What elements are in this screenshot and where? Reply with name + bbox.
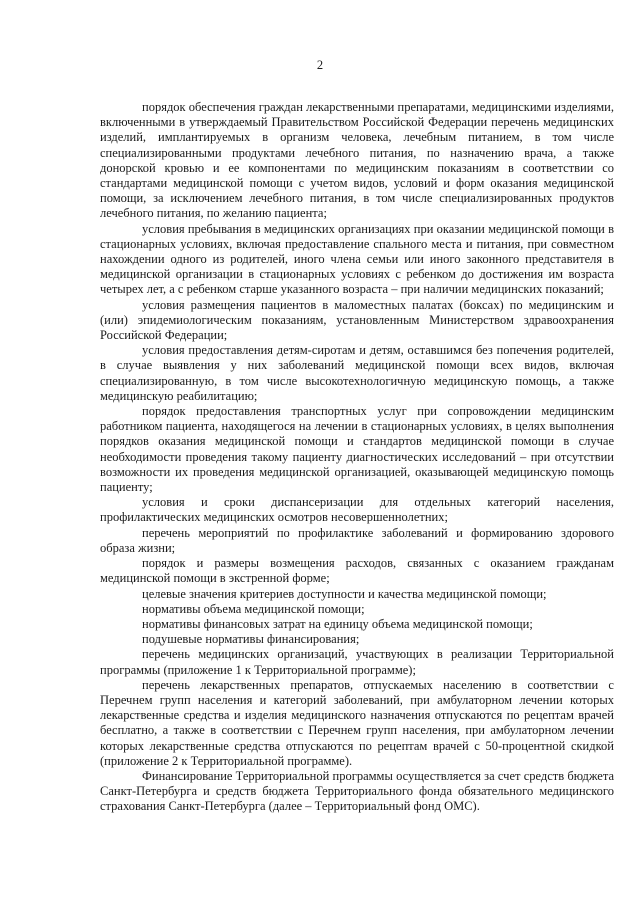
paragraph-orphans-care: условия предоставления детям-сиротам и детям, оставшимся без попечения родителей, в случае выявления у них заболеваний медицинской помощи всех видов, включая специализированную, в том числе высокотехнологичную медицинскую помощь, а также медицинскую реабилитацию; (100, 343, 614, 403)
document-body (100, 100, 614, 815)
paragraph-reimbursement: порядок и размеры возмещения расходов, связанных с оказанием гражданам медицинской помощи в экстренной форме; (100, 556, 614, 586)
paragraph-dispensarization: условия и сроки диспансеризации для отдельных категорий населения, профилактических медицинских осмотров несовершеннолетних; (100, 495, 614, 525)
paragraph-drug-provision: порядок обеспечения граждан лекарственными препаратами, медицинскими изделиями, включенными в утверждаемый Правительством Российской Федерации перечень медицинских изделий, имплантируемых в организм человека, лечебным питанием, в том числе специализированными продуктами лечебного питания, по назначению врача, а также донорской кровью и ее компонентами по медицинским показаниям в соответствии со стандартами медицинской помощи с учетом видов, условий и форм оказания медицинской помощи, за исключением лечебного питания, в том числе специализированных продуктов лечебного питания, по желанию пациента; (100, 100, 614, 221)
paragraph-small-wards: условия размещения пациентов в маломестных палатах (боксах) по медицинским и (или) эпидемиологическим показаниям, установленным Министерством здравоохранения Российской Федерации; (100, 297, 614, 343)
paragraph-volume-norms: нормативы объема медицинской помощи; (142, 601, 365, 616)
paragraph-transport-services: порядок предоставления транспортных услуг при сопровождении медицинским работником пациента, находящегося на лечении в стационарных условиях, в целях выполнения порядков оказания медицинской помощи и стандартов медицинской помощи в случае необходимости проведения такому пациенту диагностических исследований – при отсутствии возможности их проведения медицинской организацией, оказывающей медицинскую помощь пациенту; (100, 404, 614, 495)
paragraph-cost-norms: нормативы финансовых затрат на единицу объема медицинской помощи; (142, 616, 533, 631)
paragraph-organizations-list: перечень медицинских организаций, участвующих в реализации Территориальной программы (приложение 1 к Территориальной программе); (100, 647, 614, 677)
paragraph-per-capita-norms: подушевые нормативы финансирования; (142, 632, 360, 647)
paragraph-financing: Финансирование Территориальной программы осуществляется за счет средств бюджета Санкт-Петербурга и средств бюджета Территориального фонда обязательного медицинского страхования Санкт-Петербурга (далее – Территориальный фонд ОМС). (100, 768, 614, 814)
page-number: 2 (316, 58, 324, 72)
paragraph-quality-criteria: целевые значения критериев доступности и качества медицинской помощи; (142, 586, 547, 601)
paragraph-prevention: перечень мероприятий по профилактике заболеваний и формированию здорового образа жизни; (100, 525, 614, 555)
paragraph-inpatient-stay: условия пребывания в медицинских организациях при оказании медицинской помощи в стационарных условиях, включая предоставление спального места и питания, при совместном нахождении одного из родителей, иного члена семьи или иного законного представителя в медицинской организации в стационарных условиях с ребенком до достижения им возраста четырех лет, а с ребенком старше указанного возраста – при наличии медицинских показаний; (100, 221, 614, 297)
paragraph-drugs-list: перечень лекарственных препаратов, отпускаемых населению в соответствии с Перечнем групп населения и категорий заболеваний, при амбулаторном лечении которых лекарственные средства и изделия медицинского назначения отпускаются по рецептам врачей бесплатно, а также в соответствии с Перечнем групп населения, при амбулаторном лечении которых лекарственные средства отпускаются по рецептам врачей с 50-процентной скидкой (приложение 2 к Территориальной программе). (100, 677, 614, 768)
